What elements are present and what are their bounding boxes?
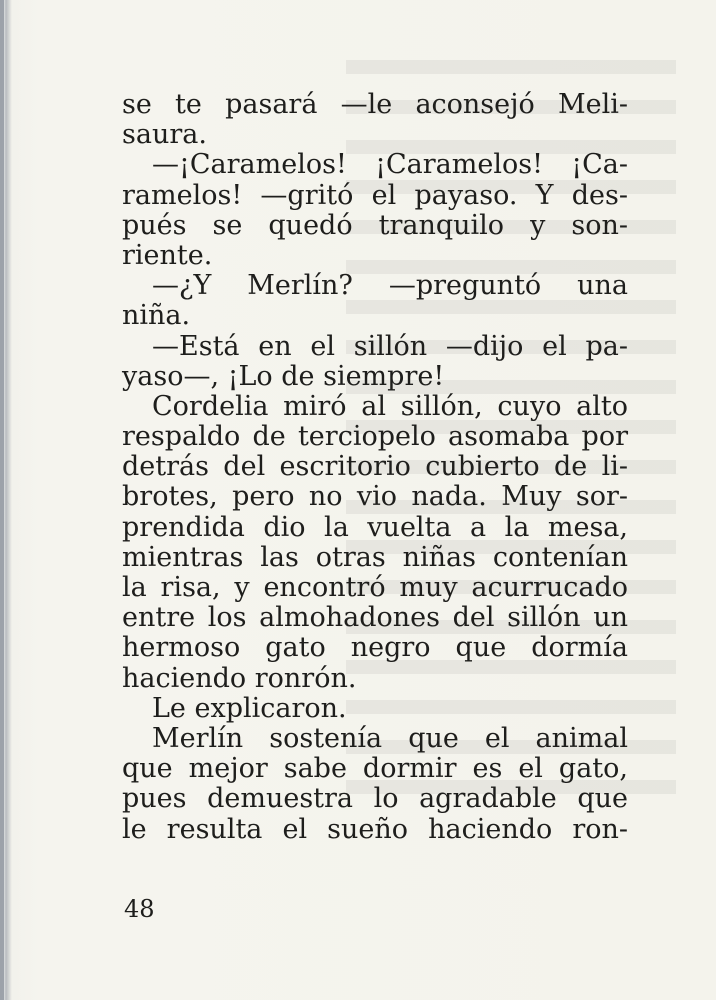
text-line: brotes, pero no vio nada. Muy sor-: [122, 481, 628, 513]
text-line: pués se quedó tranquilo y son-: [122, 209, 628, 241]
text-line: mientras las otras niñas contenían: [122, 541, 628, 573]
text-line: Le explicaron.: [152, 692, 347, 724]
text-line: Cordelia miró al sillón, cuyo alto: [152, 390, 628, 422]
page-number: 48: [124, 895, 155, 923]
text-line: entre los almohadones del sillón un: [122, 602, 628, 634]
text-line: hermoso gato negro que dormía: [122, 632, 628, 664]
text-line: detrás del escritorio cubierto de li-: [122, 451, 628, 483]
text-line: pues demuestra lo agradable que: [122, 783, 628, 815]
text-line: se te pasará —le aconsejó Meli-: [122, 89, 628, 120]
body-text: [122, 90, 628, 845]
text-line: le resulta el sueño haciendo ron-: [122, 813, 628, 845]
text-line: que mejor sabe dormir es el gato,: [122, 753, 628, 785]
text-line: Merlín sostenía que el animal: [152, 722, 628, 754]
text-line: prendida dio la vuelta a la mesa,: [122, 511, 628, 543]
text-line: la risa, y encontró muy acurrucado: [122, 572, 628, 603]
text-line: riente.: [122, 239, 213, 271]
text-line: ramelos! —gritó el payaso. Y des-: [122, 179, 628, 211]
text-line: —¡Caramelos! ¡Caramelos! ¡Ca-: [152, 149, 628, 181]
text-line: haciendo ronrón.: [122, 662, 357, 694]
page-spine-edge: [0, 0, 4, 1000]
text-line: respaldo de terciopelo asomaba por: [122, 421, 628, 453]
text-line: —Está en el sillón —dijo el pa-: [152, 330, 628, 362]
text-line: yaso—, ¡Lo de siempre!: [122, 360, 445, 392]
text-line: niña.: [122, 300, 191, 332]
text-line: —¿Y Merlín? —preguntó una: [152, 270, 628, 302]
text-line: saura.: [122, 119, 207, 151]
